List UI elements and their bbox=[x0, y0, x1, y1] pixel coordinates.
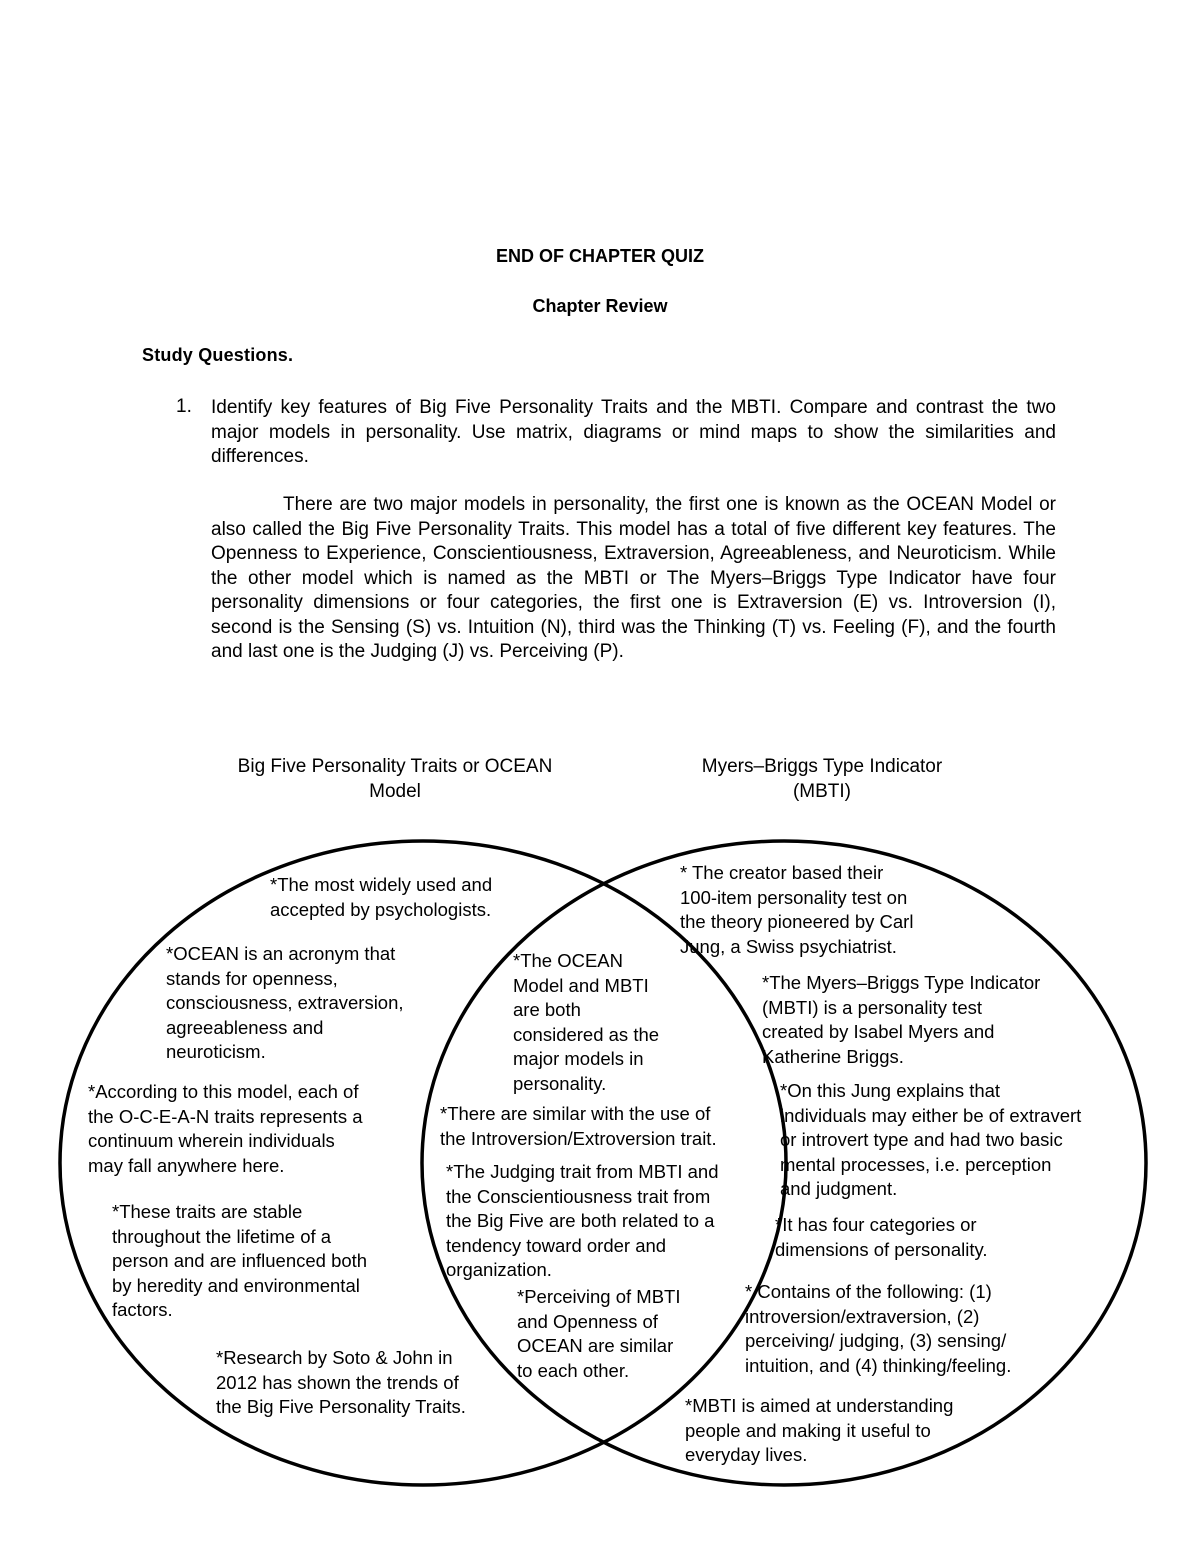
venn-left-item bbox=[166, 942, 404, 1065]
section-heading: Study Questions. bbox=[142, 345, 294, 365]
venn-center-item bbox=[517, 1285, 680, 1383]
venn-text-line: stands for openness, bbox=[166, 967, 338, 989]
venn-right-item bbox=[775, 1213, 988, 1262]
venn-text-line: * The creator based their bbox=[680, 862, 884, 883]
venn-text-line: personality. bbox=[513, 1072, 607, 1094]
venn-text-line: *According to this model, each of bbox=[88, 1081, 359, 1102]
venn-text-line: Jung, a Swiss psychiatrist. bbox=[680, 935, 897, 957]
page-title: END OF CHAPTER QUIZ bbox=[495, 246, 704, 266]
venn-right-item bbox=[780, 1079, 1081, 1202]
venn-text-line: *The Myers–Briggs Type Indicator bbox=[762, 972, 1041, 993]
venn-text-line: 2012 has shown the trends of bbox=[216, 1371, 459, 1393]
venn-text-line: the Conscientiousness trait from bbox=[446, 1185, 711, 1207]
venn-text-line: and Openness of bbox=[517, 1310, 658, 1332]
venn-text-line: continuum wherein individuals bbox=[88, 1130, 335, 1152]
venn-left-item bbox=[88, 1080, 363, 1178]
venn-right-item bbox=[745, 1280, 1011, 1378]
venn-text-line: person and are influenced both bbox=[112, 1250, 368, 1272]
venn-text-line: Model and MBTI bbox=[513, 974, 649, 996]
venn-text-line: * Contains of the following: (1) bbox=[745, 1281, 992, 1302]
venn-text-line: agreeableness and bbox=[166, 1016, 324, 1038]
question-text: Identify key features of Big Five Personality Traits and the MBTI. Compare and contrast the two major models in personality. Use matrix, diagrams or mind maps to show the similarities and differences. bbox=[211, 397, 1056, 467]
venn-text-line: people and making it useful to bbox=[685, 1419, 931, 1441]
venn-text-line: *The most widely used and bbox=[270, 874, 493, 895]
venn-text-line: mental processes, i.e. perception bbox=[780, 1153, 1052, 1175]
page-subtitle: Chapter Review bbox=[532, 296, 668, 316]
venn-text-line: *The OCEAN bbox=[513, 950, 624, 971]
venn-right-item bbox=[762, 971, 1040, 1069]
venn-left-item bbox=[112, 1200, 367, 1323]
venn-text-line: the theory pioneered by Carl bbox=[680, 911, 914, 933]
venn-text-line: introversion/extraversion, (2) bbox=[745, 1305, 980, 1327]
answer-paragraph: There are two major models in personality, the first one is known as the OCEAN Model or also called the Big Five Personality Traits. This model has a total of five different key features. The Openness to Experience, Conscientiousness, Extraversion, Agreeableness, and Neuroticism. While the other model which is named as the MBTI or The Myers–Briggs Type Indicator have four personality dimensions or four categories, the first one is Extraversion (E) vs. Introversion (I), second is the Sensing (S) vs. Intuition (N), third was the Thinking (T) vs. Feeling (F), and the fourth and last one is the Judging (J) vs. Perceiving (P). bbox=[211, 494, 1056, 662]
venn-text-line: to each other. bbox=[517, 1359, 630, 1381]
venn-text-line: *On this Jung explains that bbox=[780, 1080, 1001, 1101]
venn-text-line: neuroticism. bbox=[166, 1041, 266, 1063]
venn-text-line: considered as the bbox=[513, 1023, 660, 1045]
venn-text-line: intuition, and (4) thinking/feeling. bbox=[745, 1354, 1012, 1376]
venn-text-line: created by Isabel Myers and bbox=[762, 1021, 995, 1043]
venn-right-label-line: Myers–Briggs Type Indicator bbox=[701, 756, 943, 777]
venn-text-line: perceiving/ judging, (3) sensing/ bbox=[745, 1330, 1007, 1352]
venn-text-line: *It has four categories or bbox=[775, 1214, 977, 1235]
venn-text-line: the Big Five are both related to a bbox=[446, 1210, 715, 1232]
venn-text-line: *There are similar with the use of bbox=[440, 1103, 711, 1124]
venn-left-item bbox=[216, 1346, 466, 1420]
venn-text-line: *Perceiving of MBTI bbox=[517, 1286, 681, 1307]
venn-text-line: Katherine Briggs. bbox=[762, 1045, 904, 1067]
venn-left-label-line: Big Five Personality Traits or OCEAN bbox=[237, 756, 553, 777]
venn-left-label-line: Model bbox=[369, 781, 421, 802]
venn-text-line: dimensions of personality. bbox=[775, 1238, 988, 1260]
venn-right-item bbox=[680, 861, 913, 959]
venn-text-line: may fall anywhere here. bbox=[88, 1154, 285, 1176]
venn-text-line: 100-item personality test on bbox=[680, 886, 908, 908]
venn-right-label-line: (MBTI) bbox=[792, 781, 852, 802]
venn-left-item bbox=[270, 873, 492, 922]
venn-text-line: tendency toward order and bbox=[446, 1234, 667, 1256]
venn-text-line: consciousness, extraversion, bbox=[166, 992, 404, 1014]
venn-text-line: are both bbox=[513, 999, 581, 1021]
venn-text-line: the O-C-E-A-N traits represents a bbox=[88, 1105, 363, 1127]
venn-center-item bbox=[440, 1102, 717, 1151]
venn-text-line: factors. bbox=[112, 1299, 173, 1321]
venn-text-line: (MBTI) is a personality test bbox=[762, 996, 983, 1018]
venn-center-item bbox=[446, 1160, 718, 1283]
question-number: 1. bbox=[176, 396, 192, 417]
venn-text-line: the Big Five Personality Traits. bbox=[216, 1396, 466, 1418]
venn-text-line: *The Judging trait from MBTI and bbox=[446, 1161, 719, 1182]
venn-text-line: individuals may either be of extravert bbox=[780, 1104, 1082, 1126]
venn-text-line: *These traits are stable bbox=[112, 1201, 303, 1222]
venn-text-line: *Research by Soto & John in bbox=[216, 1347, 453, 1368]
venn-center-item bbox=[513, 949, 659, 1097]
venn-text-line: and judgment. bbox=[780, 1178, 898, 1200]
venn-text-line: by heredity and environmental bbox=[112, 1274, 360, 1296]
venn-text-line: *MBTI is aimed at understanding bbox=[685, 1395, 954, 1416]
venn-right-item bbox=[685, 1394, 953, 1468]
venn-text-line: the Introversion/Extroversion trait. bbox=[440, 1127, 717, 1149]
venn-text-line: *OCEAN is an acronym that bbox=[166, 943, 396, 964]
venn-text-line: throughout the lifetime of a bbox=[112, 1225, 332, 1247]
venn-text-line: organization. bbox=[446, 1259, 552, 1281]
venn-text-line: OCEAN are similar bbox=[517, 1335, 674, 1357]
venn-text-line: major models in bbox=[513, 1048, 644, 1070]
venn-text-line: accepted by psychologists. bbox=[270, 898, 492, 920]
venn-text-line: everyday lives. bbox=[685, 1444, 808, 1466]
venn-text-line: or introvert type and had two basic bbox=[780, 1129, 1063, 1151]
